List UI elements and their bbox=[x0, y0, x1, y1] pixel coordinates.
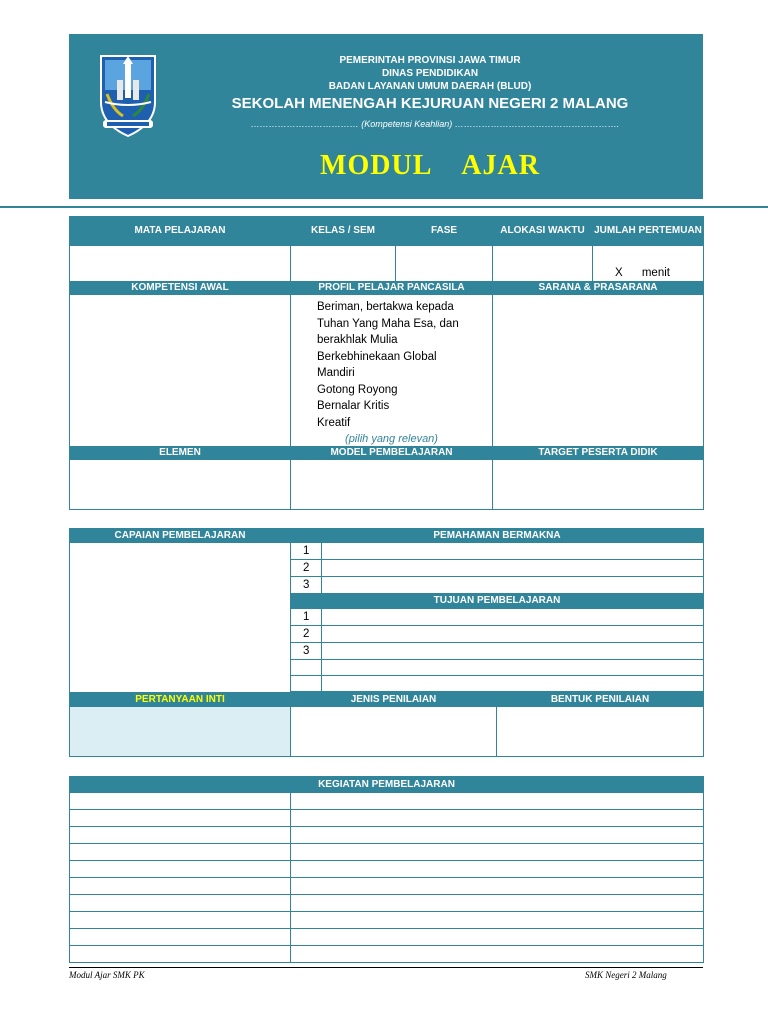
pemahaman-number: 1 bbox=[291, 543, 322, 560]
kegiatan-table bbox=[69, 776, 704, 963]
header-bentuk-penilaian: BENTUK PENILAIAN bbox=[497, 693, 704, 707]
alokasi-waktu-field[interactable] bbox=[493, 246, 593, 282]
header-kegiatan: KEGIATAN PEMBELAJARAN bbox=[70, 777, 704, 793]
pemahaman-field[interactable] bbox=[322, 577, 704, 594]
kegiatan-left-cell[interactable] bbox=[70, 929, 291, 946]
footer-left: Modul Ajar SMK PK bbox=[69, 970, 145, 980]
tujuan-field[interactable] bbox=[322, 609, 704, 626]
footer-right: SMK Negeri 2 Malang bbox=[585, 970, 667, 980]
kompetensi-awal-field[interactable] bbox=[70, 295, 291, 447]
tujuan-field[interactable] bbox=[322, 660, 704, 676]
identity-table bbox=[69, 216, 704, 510]
bentuk-penilaian-field[interactable] bbox=[497, 707, 704, 757]
tujuan-field[interactable] bbox=[322, 676, 704, 692]
kegiatan-right-cell[interactable] bbox=[291, 793, 704, 810]
header-line-1: PEMERINTAH PROVINSI JAWA TIMUR bbox=[339, 55, 521, 66]
kegiatan-left-cell[interactable] bbox=[70, 827, 291, 844]
header-line-2: DINAS PENDIDIKAN bbox=[381, 68, 479, 79]
elemen-field[interactable] bbox=[70, 460, 291, 510]
header-line-3: BADAN LAYANAN UMUM DAERAH (BLUD) bbox=[328, 81, 532, 92]
checkbox-icon[interactable] bbox=[295, 299, 317, 349]
checkbox-icon[interactable] bbox=[295, 349, 317, 366]
target-peserta-didik-field[interactable] bbox=[493, 460, 704, 510]
sarana-prasarana-field[interactable] bbox=[493, 295, 704, 447]
kegiatan-right-cell[interactable] bbox=[291, 878, 704, 895]
header-kelas-sem: KELAS / SEM bbox=[291, 217, 396, 246]
tujuan-number-blank bbox=[291, 660, 322, 676]
tujuan-field[interactable] bbox=[322, 626, 704, 643]
kegiatan-right-cell[interactable] bbox=[291, 861, 704, 878]
kegiatan-left-cell[interactable] bbox=[70, 895, 291, 912]
document-title: MODUL AJAR bbox=[320, 150, 540, 181]
kegiatan-right-cell[interactable] bbox=[291, 844, 704, 861]
header-pertanyaan-inti: PERTANYAAN INTI bbox=[70, 693, 291, 707]
header-jumlah-pertemuan: JUMLAH PERTEMUAN bbox=[593, 217, 704, 246]
kegiatan-right-cell[interactable] bbox=[291, 946, 704, 963]
kegiatan-left-cell[interactable] bbox=[70, 912, 291, 929]
kegiatan-right-cell[interactable] bbox=[291, 810, 704, 827]
tujuan-number: 3 bbox=[291, 643, 322, 660]
jumlah-pertemuan-field[interactable]: X menit bbox=[593, 246, 704, 282]
kegiatan-right-cell[interactable] bbox=[291, 895, 704, 912]
model-pembelajaran-field[interactable] bbox=[291, 460, 493, 510]
pilih-hint: (pilih yang relevan) bbox=[345, 433, 438, 445]
pemahaman-number: 3 bbox=[291, 577, 322, 594]
profil-item[interactable]: Beriman, bertakwa kepada Tuhan Yang Maha Esa, dan berakhlak Mulia bbox=[295, 299, 492, 349]
profil-item[interactable]: Kreatif bbox=[295, 415, 492, 432]
profil-item[interactable]: Mandiri bbox=[295, 365, 492, 382]
kegiatan-left-cell[interactable] bbox=[70, 810, 291, 827]
jawa-timur-emblem-icon bbox=[93, 50, 163, 140]
pemahaman-field[interactable] bbox=[322, 543, 704, 560]
kegiatan-right-cell[interactable] bbox=[291, 827, 704, 844]
checkbox-icon[interactable] bbox=[295, 382, 317, 399]
capaian-field[interactable] bbox=[70, 543, 291, 693]
header-tujuan: TUJUAN PEMBELAJARAN bbox=[291, 594, 704, 609]
profil-item[interactable]: Bernalar Kritis bbox=[295, 398, 492, 415]
pertanyaan-inti-field[interactable] bbox=[70, 707, 291, 757]
kegiatan-left-cell[interactable] bbox=[70, 946, 291, 963]
mata-pelajaran-field[interactable] bbox=[70, 246, 291, 282]
kegiatan-right-cell[interactable] bbox=[291, 929, 704, 946]
checkbox-icon[interactable] bbox=[295, 415, 317, 432]
kegiatan-left-cell[interactable] bbox=[70, 844, 291, 861]
checkbox-icon[interactable] bbox=[295, 365, 317, 382]
header-target-peserta-didik: TARGET PESERTA DIDIK bbox=[493, 447, 704, 460]
kegiatan-right-cell[interactable] bbox=[291, 912, 704, 929]
header-fase: FASE bbox=[396, 217, 493, 246]
header-pemahaman: PEMAHAMAN BERMAKNA bbox=[291, 529, 704, 543]
header-alokasi-waktu: ALOKASI WAKTU bbox=[493, 217, 593, 246]
header-profil-pelajar: PROFIL PELAJAR PANCASILA bbox=[291, 282, 493, 295]
kegiatan-left-cell[interactable] bbox=[70, 793, 291, 810]
header-elemen: ELEMEN bbox=[70, 447, 291, 460]
kompetensi-keahlian: ……………………………… (Kompetensi Keahlian) ………………………………………………. bbox=[250, 119, 620, 129]
profil-item[interactable]: Berkebhinekaan Global bbox=[295, 349, 492, 366]
jenis-penilaian-field[interactable] bbox=[291, 707, 497, 757]
tujuan-number-blank bbox=[291, 676, 322, 692]
tujuan-number: 1 bbox=[291, 609, 322, 626]
fase-field[interactable] bbox=[396, 246, 493, 282]
header-mata-pelajaran: MATA PELAJARAN bbox=[70, 217, 291, 246]
kegiatan-left-cell[interactable] bbox=[70, 878, 291, 895]
header-capaian: CAPAIAN PEMBELAJARAN bbox=[70, 529, 291, 543]
capaian-table bbox=[69, 528, 704, 757]
header-divider bbox=[0, 206, 768, 208]
pemahaman-number: 2 bbox=[291, 560, 322, 577]
profil-pelajar-list bbox=[291, 295, 493, 447]
school-name: SEKOLAH MENENGAH KEJURUAN NEGERI 2 MALANG bbox=[231, 95, 629, 112]
tujuan-number: 2 bbox=[291, 626, 322, 643]
pemahaman-field[interactable] bbox=[322, 560, 704, 577]
header-sarana-prasarana: SARANA & PRASARANA bbox=[493, 282, 704, 295]
footer-divider bbox=[69, 967, 703, 968]
checkbox-icon[interactable] bbox=[295, 398, 317, 415]
header-model-pembelajaran: MODEL PEMBELAJARAN bbox=[291, 447, 493, 460]
kelas-sem-field[interactable] bbox=[291, 246, 396, 282]
header-kompetensi-awal: KOMPETENSI AWAL bbox=[70, 282, 291, 295]
header-jenis-penilaian: JENIS PENILAIAN bbox=[291, 693, 497, 707]
profil-item[interactable]: Gotong Royong bbox=[295, 382, 492, 399]
kegiatan-left-cell[interactable] bbox=[70, 861, 291, 878]
tujuan-field[interactable] bbox=[322, 643, 704, 660]
